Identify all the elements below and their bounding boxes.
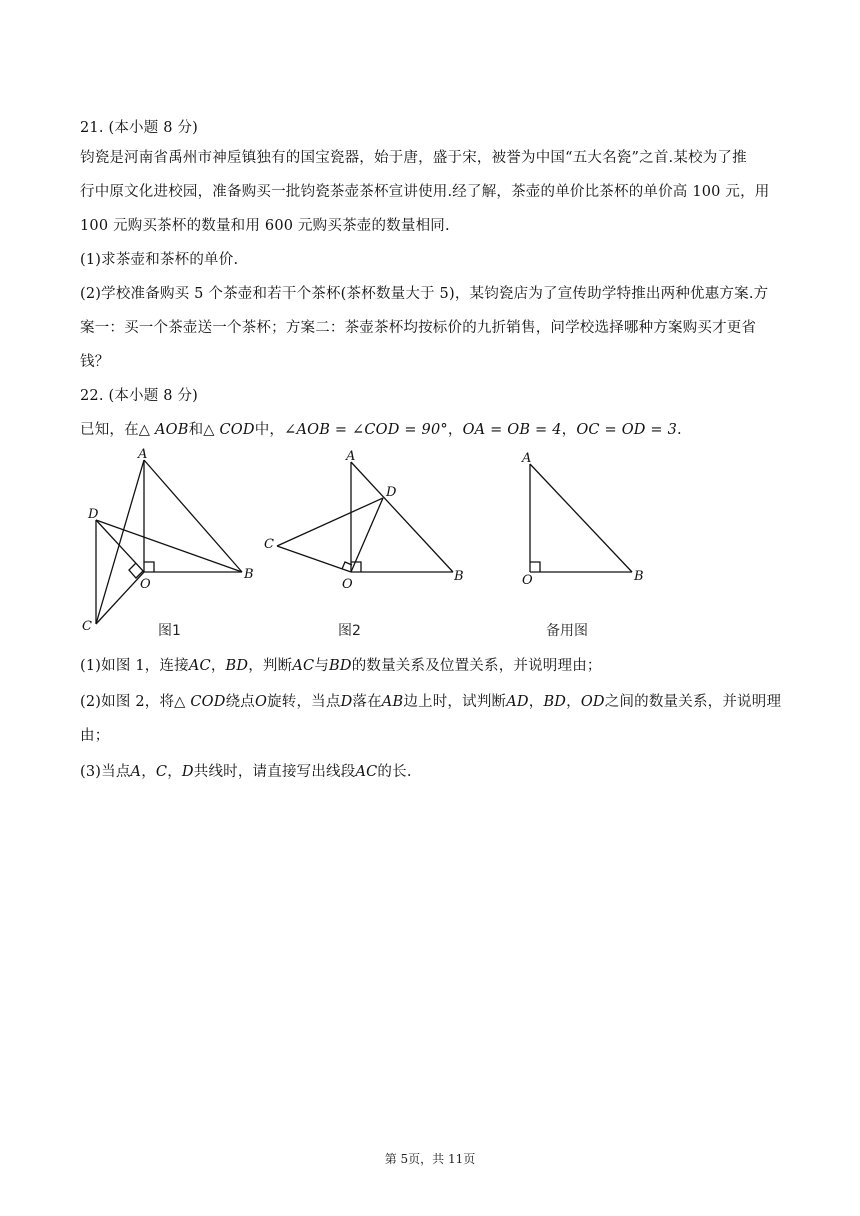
text: 旋转，当点 (267, 694, 341, 710)
text: 的长. (377, 764, 412, 780)
figure-3-caption: 备用图 (546, 623, 588, 639)
fig2-label-b: B (454, 569, 464, 584)
fig3-label-o: O (522, 573, 533, 588)
fig2-label-c: C (264, 537, 274, 552)
figure-1-caption: 图1 (158, 623, 181, 639)
math: AB (381, 694, 404, 710)
text: 边上时，试判断 (403, 694, 507, 710)
text: . (677, 422, 682, 438)
text: 已知，在△ (80, 422, 155, 438)
fig1-label-b: B (244, 567, 254, 582)
text: (2)如图 2，将△ (80, 694, 191, 710)
text: ， (167, 764, 182, 780)
fig1-label-a: A (138, 447, 148, 462)
math: D (340, 694, 353, 710)
text: ， (210, 658, 226, 674)
text: 的数量关系及位置关系，并说明理由； (351, 658, 602, 674)
text: 和△ (188, 422, 220, 438)
q22-subquestion-1 (80, 654, 602, 675)
text: 绕点 (225, 694, 255, 710)
math: AC (292, 658, 315, 674)
fig3-label-a: A (522, 451, 532, 466)
fig2-label-a: A (346, 449, 356, 464)
math: D (181, 764, 194, 780)
text: 共线时，请直接写出线段 (193, 764, 356, 780)
fig2-label-d: D (386, 485, 397, 500)
math: AC (188, 658, 211, 674)
math: BD (329, 658, 352, 674)
fig1-label-o: O (140, 577, 151, 592)
q22-given (80, 418, 682, 439)
text: ，判断 (248, 658, 293, 674)
math: ∠AOB = ∠COD = 90° (284, 422, 448, 438)
q21-header: 21. (本小题 8 分) (80, 120, 199, 136)
q21-paragraph-line-1: 钧瓷是河南省禹州市神垕镇独有的国宝瓷器，始于唐，盛于宋，被誉为中国“五大名瓷”之首.某校为了推 (80, 150, 747, 166)
fig1-label-d: D (88, 507, 99, 522)
math: A (130, 764, 142, 780)
page-footer: 第 5页，共 11页 (384, 1152, 476, 1166)
math: O (254, 694, 268, 710)
math: OD (580, 694, 605, 710)
math: AD (506, 694, 529, 710)
math: AC (355, 764, 378, 780)
q21-subquestion-2-line-2: 案一：买一个茶壶送一个茶杯；方案二：茶壶茶杯均按标价的九折销售，问学校选择哪种方案购买才更省 (80, 320, 757, 336)
figure-1-drawing (96, 460, 242, 624)
q22-subquestion-2-line-1 (80, 690, 781, 711)
text: 与 (314, 658, 330, 674)
q21-paragraph-line-3: 100 元购买茶杯的数量和用 600 元购买茶壶的数量相同. (80, 218, 450, 234)
math: COD (219, 422, 255, 438)
text: 之间的数量关系，并说明理 (604, 694, 782, 710)
q22-header: 22. (本小题 8 分) (80, 388, 199, 404)
figure-2-caption: 图2 (338, 623, 361, 639)
geometry-figures-svg (70, 440, 790, 650)
math: C (155, 764, 168, 780)
figure-2-drawing (277, 462, 453, 572)
figure-3-drawing (530, 464, 632, 572)
math: OA = OB = 4 (462, 422, 562, 438)
q21-paragraph-line-2: 行中原文化进校园，准备购买一批钧瓷茶壶茶杯宣讲使用.经了解，茶壶的单价比茶杯的单价高 100 元，用 (80, 184, 770, 200)
math: AOB (154, 422, 189, 438)
text: 中， (254, 422, 285, 438)
text: 落在 (352, 694, 382, 710)
q21-subquestion-2-line-1: (2)学校准备购买 5 个茶壶和若干个茶杯(茶杯数量大于 5)，某钧瓷店为了宣传助学特推出两种优惠方案.方 (80, 286, 769, 302)
text: ， (141, 764, 156, 780)
text: (3)当点 (80, 764, 131, 780)
q21-subquestion-1: (1)求茶壶和茶杯的单价. (80, 252, 239, 268)
text: ， (561, 422, 577, 438)
fig2-label-o: O (342, 577, 353, 592)
text: (1)如图 1，连接 (80, 658, 189, 674)
math: OC = OD = 3 (576, 422, 677, 438)
q22-subquestion-2-line-2: 由； (80, 728, 110, 744)
fig1-label-c: C (82, 619, 92, 634)
math: COD (190, 694, 226, 710)
q22-subquestion-3 (80, 760, 412, 781)
fig3-label-b: B (634, 569, 644, 584)
text: ， (447, 422, 463, 438)
q21-subquestion-2-line-3: 钱？ (80, 354, 110, 370)
q22-figures (70, 440, 790, 650)
math: BD (543, 694, 567, 710)
math: BD (225, 658, 249, 674)
text: ， (566, 694, 581, 710)
text: ， (528, 694, 544, 710)
